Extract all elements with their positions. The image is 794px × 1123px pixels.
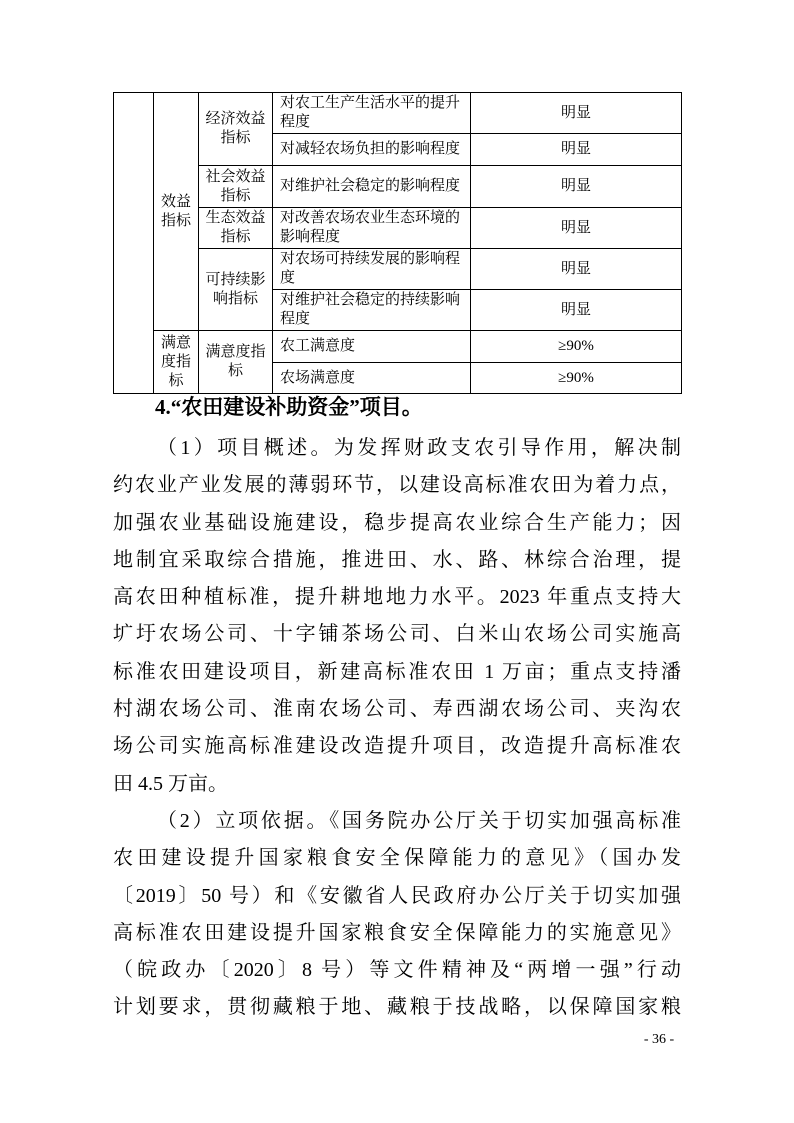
text-line: 加强农业基础设施建设，稳步提高农业综合生产能力；因 bbox=[113, 511, 681, 534]
table-indicator-cell: 对减轻农场负担的影响程度 bbox=[273, 134, 471, 166]
table-value-cell: 明显 bbox=[471, 93, 682, 134]
table-indicator-cell: 对维护社会稳定的持续影响程度 bbox=[273, 290, 471, 331]
table-row bbox=[114, 249, 682, 290]
text-line: 田 4.5 万亩。 bbox=[113, 772, 228, 795]
text-line: 场公司实施高标准建设改造提升项目，改造提升高标准农 bbox=[113, 735, 681, 758]
text-line: 村湖农场公司、淮南农场公司、寿西湖农场公司、夹沟农 bbox=[113, 698, 681, 721]
text-line: 〔2019〕50 号）和《安徽省人民政府办公厅关于切实加强 bbox=[113, 884, 681, 907]
table-value-cell: 明显 bbox=[471, 166, 682, 208]
table-indicator-cell: 对农场可持续发展的影响程度 bbox=[273, 249, 471, 290]
table-subcategory-cell: 社会效益指标 bbox=[199, 166, 273, 208]
text-line: 圹圩农场公司、十字铺茶场公司、白米山农场公司实施高 bbox=[113, 623, 681, 646]
page-number: - 36 - bbox=[643, 1032, 675, 1047]
text-line: 高农田种植标准，提升耕地地力水平。2023 年重点支持大 bbox=[113, 586, 681, 609]
table-subcategory-cell: 生态效益指标 bbox=[199, 208, 273, 249]
text-line: 约农业产业发展的薄弱环节，以建设高标准农田为着力点， bbox=[113, 474, 681, 497]
table-value-cell: ≥90% bbox=[471, 363, 682, 394]
table-indicator-cell: 对农工生产生活水平的提升程度 bbox=[273, 93, 471, 134]
paragraph-2 bbox=[113, 803, 681, 1027]
table-row bbox=[114, 331, 682, 363]
performance-indicator-table bbox=[113, 92, 682, 394]
table-value-cell: 明显 bbox=[471, 290, 682, 331]
text-line: （皖政办〔2020〕8 号）等文件精神及“两增一强”行动 bbox=[113, 959, 681, 982]
table-subcategory-cell: 经济效益指标 bbox=[199, 93, 273, 166]
section-heading: 4.“农田建设补助资金”项目。 bbox=[155, 395, 423, 419]
text-line: （1）项目概述。为发挥财政支农引导作用，解决制 bbox=[157, 437, 681, 459]
text-line: 计划要求，贯彻藏粮于地、藏粮于技战略，以保障国家粮 bbox=[113, 996, 681, 1019]
table-subcategory-cell: 满意度指标 bbox=[199, 331, 273, 394]
table-indicator-cell: 对维护社会稳定的影响程度 bbox=[273, 166, 471, 208]
table-stub-cell bbox=[114, 93, 154, 394]
table-indicator-cell: 农工满意度 bbox=[273, 331, 471, 363]
table-subcategory-cell: 可持续影响指标 bbox=[199, 249, 273, 331]
paragraph-1 bbox=[113, 430, 681, 803]
table-indicator-cell: 农场满意度 bbox=[273, 363, 471, 394]
table-category-cell: 满意度指标 bbox=[154, 331, 199, 394]
table-row bbox=[114, 93, 682, 134]
table-indicator-cell: 对改善农场农业生态环境的影响程度 bbox=[273, 208, 471, 249]
table-row bbox=[114, 208, 682, 249]
table-value-cell: ≥90% bbox=[471, 331, 682, 363]
text-line: 地制宜采取综合措施，推进田、水、路、林综合治理，提 bbox=[113, 548, 681, 571]
text-line: （2）立项依据。《国务院办公厅关于切实加强高标准 bbox=[157, 810, 681, 832]
text-line: 标准农田建设项目，新建高标准农田 1 万亩；重点支持潘 bbox=[113, 660, 681, 683]
text-line: 高标准农田建设提升国家粮食安全保障能力的实施意见》 bbox=[113, 921, 681, 944]
table-row bbox=[114, 166, 682, 208]
table-value-cell: 明显 bbox=[471, 249, 682, 290]
table-value-cell: 明显 bbox=[471, 134, 682, 166]
text-line: 农田建设提升国家粮食安全保障能力的意见》（国办发 bbox=[113, 847, 681, 870]
table-value-cell: 明显 bbox=[471, 208, 682, 249]
table-category-cell: 效益指标 bbox=[154, 93, 199, 331]
